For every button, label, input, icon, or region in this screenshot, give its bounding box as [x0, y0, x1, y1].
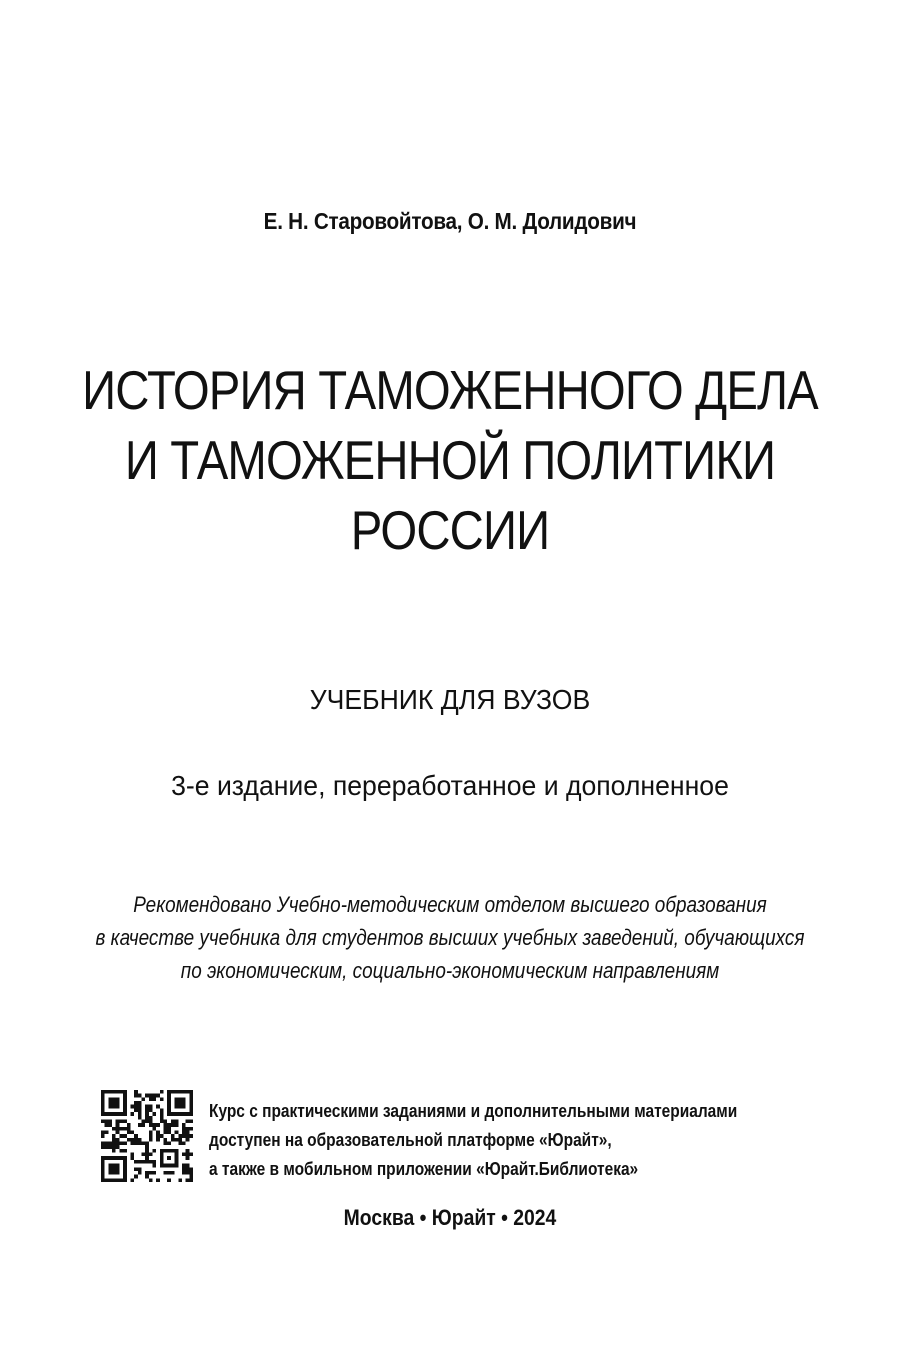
title-line: И ТАМОЖЕННОЙ ПОЛИТИКИ [124, 429, 776, 491]
course-info [209, 1097, 737, 1184]
authors: Е. Н. Старовойтова, О. М. Долидович [263, 208, 637, 234]
recommendation-line: Рекомендовано Учебно-методическим отделом высшего образования [133, 892, 767, 917]
course-line: Курс с практическими заданиями и дополнительными материалами [209, 1101, 738, 1121]
publisher-imprint: Москва • Юрайт • 2024 [343, 1205, 557, 1230]
course-line: а также в мобильном приложении «Юрайт.Библиотека» [209, 1159, 639, 1179]
book-title [63, 355, 837, 565]
book-subtitle: УЧЕБНИК ДЛЯ ВУЗОВ [309, 684, 591, 715]
qr-code-icon[interactable] [101, 1090, 193, 1182]
edition-note: 3-е издание, переработанное и дополненное [171, 770, 729, 801]
recommendation-line: в качестве учебника для студентов высших учебных заведений, обучающихся [95, 925, 805, 950]
title-line: РОССИИ [350, 499, 550, 561]
title-line: ИСТОРИЯ ТАМОЖЕННОГО ДЕЛА [82, 359, 818, 421]
recommendation-text [63, 888, 837, 987]
course-line: доступен на образовательной платформе «Юрайт», [209, 1130, 612, 1150]
recommendation-line: по экономическим, социально-экономическим направлениям [180, 958, 720, 983]
